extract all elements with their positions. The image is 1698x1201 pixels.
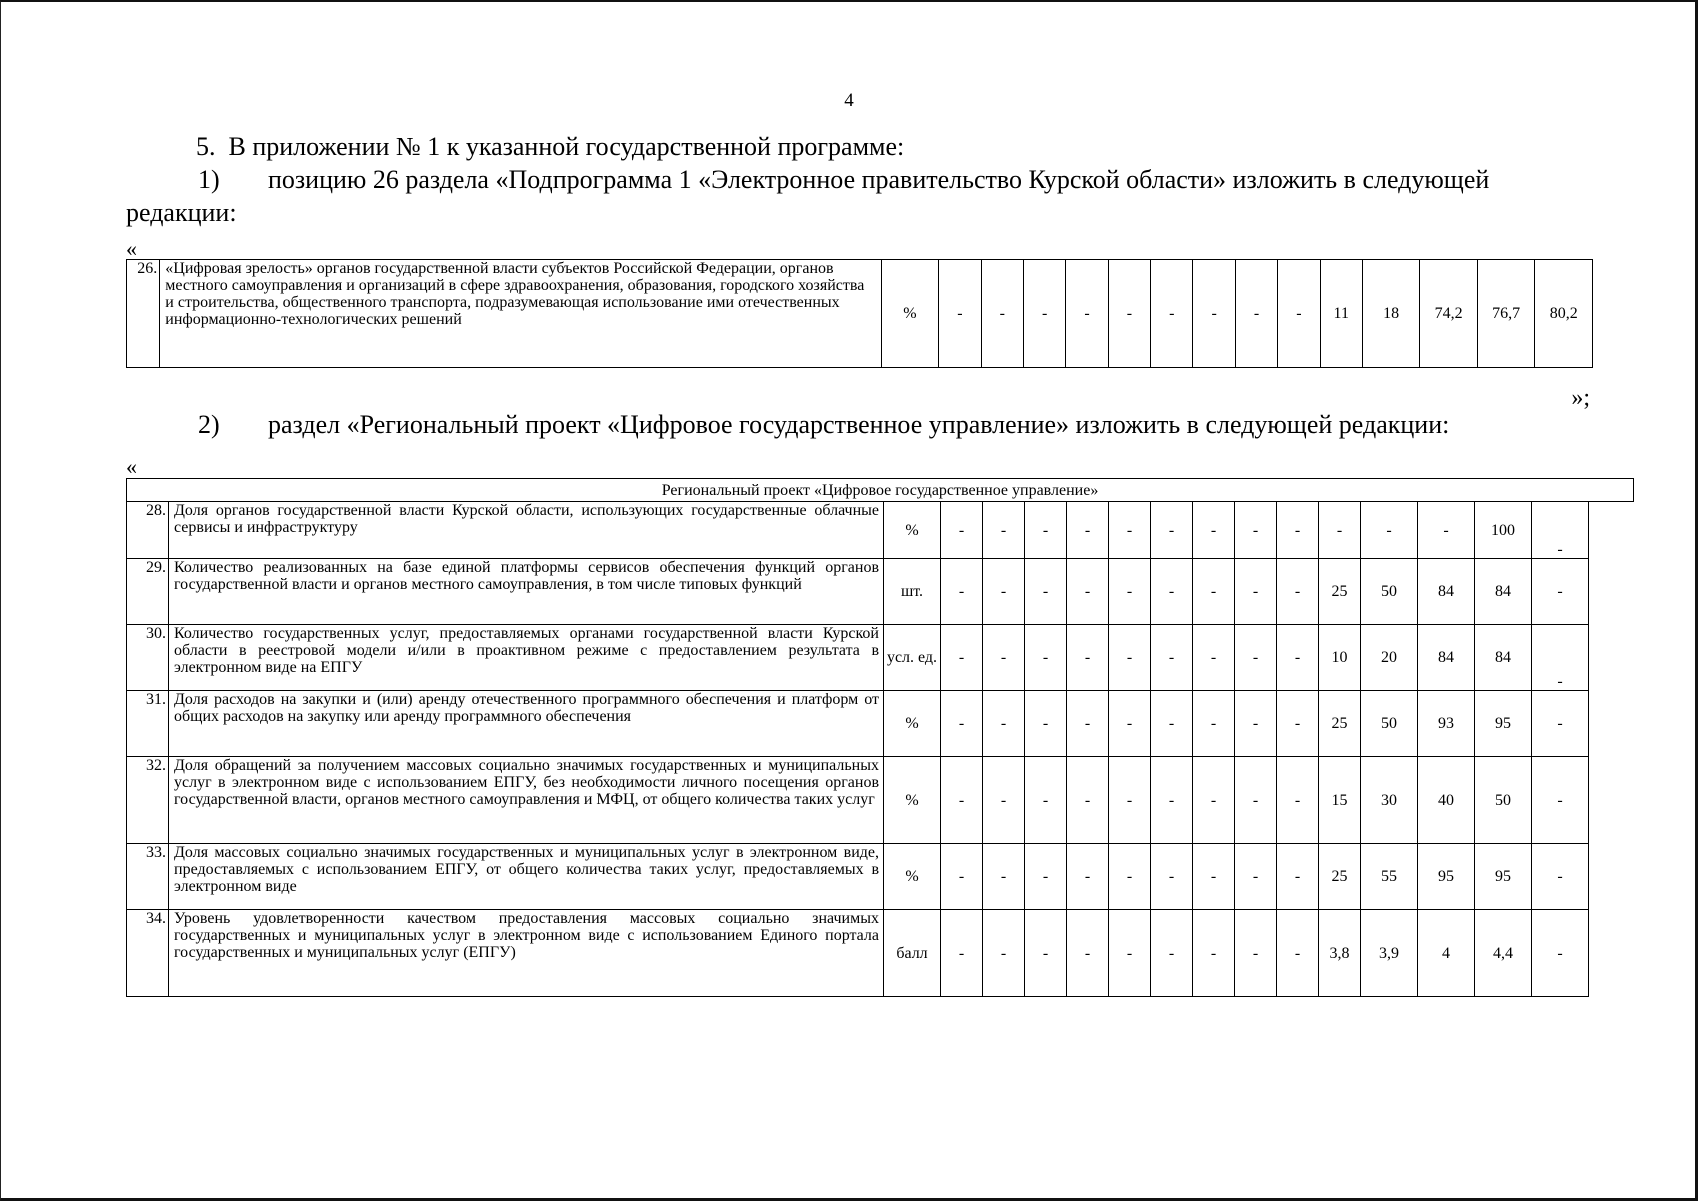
indicator-name: Доля массовых социально значимых государственных и муниципальных услуг в электронном виде, предоставляемых с использованием ЕПГУ, от общего количества таких услуг, предоставляемых в электронном виде [169,844,884,910]
value-cell: - [1025,625,1067,691]
value-cell: - [1193,757,1235,844]
value-cell: - [1235,625,1277,691]
value-cell: 93 [1418,691,1475,757]
value-cell: - [1109,910,1151,997]
opening-quote-1: « [126,236,137,261]
value-cell: - [941,502,983,559]
indicator-name: Доля расходов на закупки и (или) аренду отечественного программного обеспечения и платформ от общих расходов на закупку или аренду программного обеспечения [169,691,884,757]
value-cell: - [1025,559,1067,625]
table-row [127,757,1634,844]
unit-cell: % [884,757,941,844]
value-cell: - [1193,502,1235,559]
value-cell: 30 [1361,757,1418,844]
value-cell: 84 [1475,625,1532,691]
value-cell: - [1532,757,1589,844]
value-cell: 25 [1319,844,1361,910]
value-cell: - [1235,757,1277,844]
value-cell: 3,8 [1319,910,1361,997]
closing-quote: »; [1571,385,1590,411]
value-cell: - [1193,844,1235,910]
value-cell: - [983,502,1025,559]
value-cell: 11 [1320,260,1362,368]
value-cell: - [1109,625,1151,691]
value-cell: - [941,844,983,910]
indicator-name: «Цифровая зрелость» органов государственной власти субъектов Российской Федерации, органов местного самоуправления и организаций в сфере здравоохранения, образования, городского хозяйства и строительства, общественного транспорта, подразумевающая использование ими отечественных информационно-технологических решений [160,260,881,368]
value-cell: 18 [1362,260,1420,368]
value-cell: - [1277,844,1319,910]
value-cell: - [1532,625,1589,691]
value-cell: - [1067,757,1109,844]
value-cell: - [1235,844,1277,910]
value-cell: - [1151,691,1193,757]
value-cell: - [1109,559,1151,625]
value-cell: - [1277,625,1319,691]
value-cell: - [1067,910,1109,997]
value-cell: 84 [1418,625,1475,691]
value-cell: - [1361,502,1418,559]
value-cell: - [1235,691,1277,757]
value-cell: - [1066,260,1108,368]
value-cell: 20 [1361,625,1418,691]
value-cell: - [1277,910,1319,997]
value-cell: - [1067,844,1109,910]
value-cell: 25 [1319,691,1361,757]
indicator-name: Уровень удовлетворенности качеством предоставления массовых социально значимых государственных и муниципальных услуг в электронном виде с использованием Единого портала государственных и муниципальных услуг (ЕПГУ) [169,910,884,997]
value-cell: 95 [1475,691,1532,757]
value-cell: - [1532,910,1589,997]
table-row [127,910,1634,997]
value-cell: - [1193,260,1235,368]
unit-cell: усл. ед. [884,625,941,691]
value-cell: 84 [1475,559,1532,625]
value-cell: 4 [1418,910,1475,997]
value-cell: - [1193,691,1235,757]
value-cell: - [1109,844,1151,910]
indicator-name: Количество реализованных на базе единой платформы сервисов обеспечения функций органов государственной власти и органов местного самоуправления, в том числе типовых функций [169,559,884,625]
section-title: Региональный проект «Цифровое государственное управление» [127,479,1634,502]
paragraph-5: 5. В приложении № 1 к указанной государственной программе: [196,132,905,161]
value-cell: - [1067,502,1109,559]
value-cell: - [1193,625,1235,691]
value-cell: 55 [1361,844,1418,910]
value-cell: - [1023,260,1065,368]
value-cell: 10 [1319,625,1361,691]
value-cell: - [1235,260,1277,368]
value-cell: - [1109,757,1151,844]
value-cell: - [1235,559,1277,625]
value-cell: - [983,625,1025,691]
table-position-26 [126,259,1593,368]
opening-quote-2: « [126,454,137,479]
value-cell: - [1319,502,1361,559]
value-cell: - [1532,691,1589,757]
table-row [127,559,1634,625]
indicator-name: Доля обращений за получением массовых социально значимых государственных и муниципальных услуг в электронном виде с использованием ЕПГУ, без необходимости личного посещения органов государственной власти, органов местного самоуправления и МФЦ, от общего количества таких услуг [169,757,884,844]
value-cell: - [1025,757,1067,844]
row-number: 30. [127,625,169,691]
value-cell: - [941,757,983,844]
table-regional-project [126,478,1634,997]
value-cell: - [1067,691,1109,757]
value-cell: - [1151,502,1193,559]
value-cell: - [1067,559,1109,625]
row-number: 28. [127,502,169,559]
unit-cell: балл [884,910,941,997]
value-cell: - [941,691,983,757]
value-cell: - [1151,260,1193,368]
value-cell: - [1067,625,1109,691]
value-cell: - [941,625,983,691]
unit-cell: % [884,844,941,910]
value-cell: - [1109,502,1151,559]
unit-cell: шт. [884,559,941,625]
value-cell: 40 [1418,757,1475,844]
row-number: 31. [127,691,169,757]
value-cell: - [1277,559,1319,625]
row-number: 29. [127,559,169,625]
row-number: 34. [127,910,169,997]
value-cell: - [1025,691,1067,757]
item-1-number: 1) [198,165,220,194]
value-cell: 76,7 [1477,260,1535,368]
value-cell: - [1025,502,1067,559]
table-row [127,260,1593,368]
table-row [127,691,1634,757]
value-cell: 25 [1319,559,1361,625]
unit-cell: % [881,260,939,368]
value-cell: - [1235,910,1277,997]
value-cell: - [983,844,1025,910]
value-cell: - [1151,559,1193,625]
item-2-number: 2) [198,410,220,439]
item-2-text: раздел «Региональный проект «Цифровое государственное управление» изложить в следующей редакции: [268,410,1450,439]
value-cell: - [1151,844,1193,910]
value-cell: - [1235,502,1277,559]
value-cell: - [983,910,1025,997]
value-cell: - [983,757,1025,844]
value-cell: - [1532,502,1589,559]
item-1-text: позицию 26 раздела «Подпрограмма 1 «Электронное правительство Курской области» изложить в следующей [268,165,1490,194]
value-cell: - [1193,559,1235,625]
value-cell: - [1151,910,1193,997]
value-cell: 95 [1418,844,1475,910]
value-cell: - [1532,844,1589,910]
unit-cell: % [884,691,941,757]
value-cell: 3,9 [1361,910,1418,997]
row-number: 33. [127,844,169,910]
value-cell: - [941,910,983,997]
value-cell: - [1532,559,1589,625]
value-cell: - [1193,910,1235,997]
table-row [127,502,1634,559]
value-cell: - [983,559,1025,625]
row-number: 26. [127,260,160,368]
value-cell: - [939,260,981,368]
value-cell: - [981,260,1023,368]
value-cell: 50 [1475,757,1532,844]
value-cell: - [941,559,983,625]
indicator-name: Количество государственных услуг, предоставляемых органами государственной власти Курской области в реестровой модели и/или в проактивном режиме с предоставлением результата в электронном виде на ЕПГУ [169,625,884,691]
value-cell: - [1025,844,1067,910]
value-cell: 80,2 [1535,260,1593,368]
value-cell: - [1108,260,1150,368]
unit-cell: % [884,502,941,559]
value-cell: - [1418,502,1475,559]
value-cell: - [1278,260,1320,368]
value-cell: - [1277,502,1319,559]
value-cell: - [1109,691,1151,757]
value-cell: - [1277,757,1319,844]
value-cell: 4,4 [1475,910,1532,997]
page-number: 4 [844,90,854,111]
value-cell: - [1277,691,1319,757]
value-cell: - [983,691,1025,757]
value-cell: 15 [1319,757,1361,844]
item-1-continuation: редакции: [126,198,237,227]
value-cell: 50 [1361,691,1418,757]
value-cell: - [1151,625,1193,691]
table-row [127,625,1634,691]
row-number: 32. [127,757,169,844]
value-cell: - [1151,757,1193,844]
value-cell: 74,2 [1420,260,1478,368]
value-cell: 95 [1475,844,1532,910]
table-row [127,844,1634,910]
indicator-name: Доля органов государственной власти Курской области, использующих государственные облачные сервисы и инфраструктуру [169,502,884,559]
value-cell: - [1025,910,1067,997]
value-cell: 100 [1475,502,1532,559]
value-cell: 84 [1418,559,1475,625]
value-cell: 50 [1361,559,1418,625]
